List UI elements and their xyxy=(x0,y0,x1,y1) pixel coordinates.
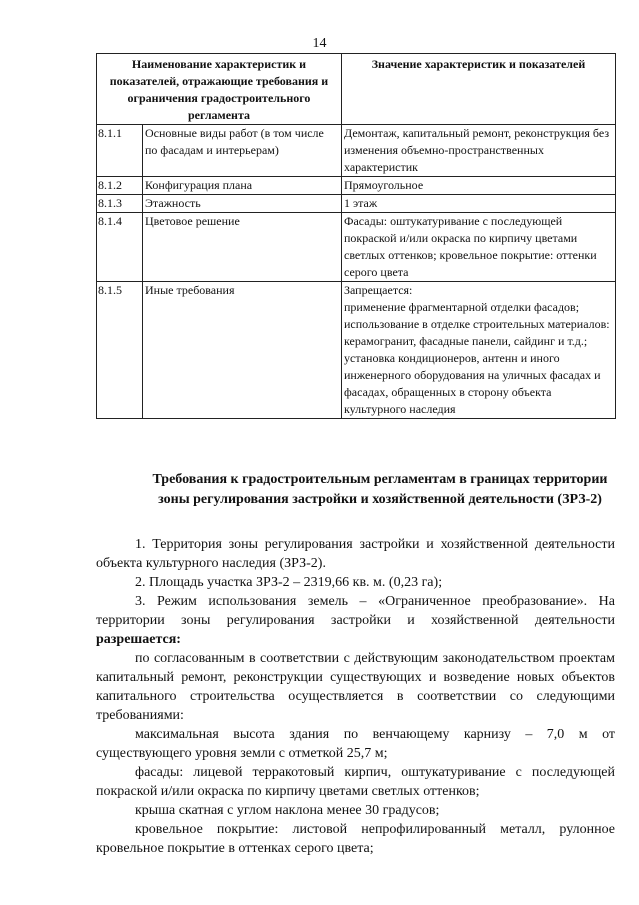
paragraph-3-text: 3. Режим использования земель – «Ограниченное преобразование». На территории зоны регулирования застройки и хозяйственной деятельности xyxy=(96,594,615,628)
page-number: 14 xyxy=(312,36,327,51)
paragraph-1: 1. Территория зоны регулирования застройки и хозяйственной деятельности объекта культурного наследия (ЗРЗ-2). xyxy=(96,537,615,571)
row-value-line: 1 этаж xyxy=(344,196,378,210)
row-value xyxy=(342,177,616,195)
row-value-line: Демонтаж, капитальный ремонт, реконструкция без изменения объемно-пространственных характеристик xyxy=(344,126,610,174)
paragraph-7: крыша скатная с углом наклона менее 30 градусов; xyxy=(135,803,440,818)
row-value-line: Запрещается: xyxy=(344,283,413,297)
table-row xyxy=(97,125,616,177)
paragraph-4: по согласованным в соответствии с действующим законодательством проектам капитальный ремонт, реконструкции существующих и возведение новых объектов капитального строительства осуществляется в соответствии со следующими требованиями: xyxy=(96,651,615,723)
row-value xyxy=(342,213,616,282)
row-value-line: применение фрагментарной отделки фасадов; xyxy=(344,300,580,314)
row-characteristic: Иные требования xyxy=(143,282,342,419)
row-number: 8.1.1 xyxy=(97,125,143,177)
paragraph-6: фасады: лицевой терракотовый кирпич, оштукатуривание с последующей покраской и/или окраска по кирпичу цветами светлых оттенков; xyxy=(96,765,615,799)
table-row xyxy=(97,195,616,213)
row-value-line: Прямоугольное xyxy=(344,178,424,192)
header-value-column: Значение характеристик и показателей xyxy=(342,54,616,125)
section-heading: Требования к градостроительным регламентам в границах территории зоны регулирования застройки и хозяйственной деятельности (ЗРЗ-2) xyxy=(152,472,608,507)
row-value-line: Фасады: оштукатуривание с последующей покраской и/или окраска по кирпичу цветами светлых оттенков; кровельное покрытие: оттенки серого цвета xyxy=(344,214,597,279)
table-row xyxy=(97,177,616,195)
row-number: 8.1.2 xyxy=(97,177,143,195)
table-row xyxy=(97,282,616,419)
row-value xyxy=(342,195,616,213)
paragraph-5: максимальная высота здания по венчающему карнизу – 7,0 м от существующего уровня земли с отметкой 25,7 м; xyxy=(96,727,615,761)
row-number: 8.1.5 xyxy=(97,282,143,419)
paragraph-8: кровельное покрытие: листовой непрофилированный металл, рулонное кровельное покрытие в оттенках серого цвета; xyxy=(96,822,615,856)
paragraph-3 xyxy=(96,592,615,649)
regulation-table xyxy=(96,53,616,419)
row-characteristic: Этажность xyxy=(143,195,342,213)
row-value xyxy=(342,282,616,419)
row-value-line: использование в отделке строительных материалов: керамогранит, фасадные панели, сайдинг и т.д.; xyxy=(344,317,610,348)
paragraph-3-bold: разрешается: xyxy=(96,632,181,647)
header-name-column: Наименование характеристик и показателей, отражающие требования и ограничения градостроительного регламента xyxy=(97,54,342,125)
row-characteristic: Основные виды работ (в том числе по фасадам и интерьерам) xyxy=(143,125,342,177)
table-row xyxy=(97,213,616,282)
row-number: 8.1.4 xyxy=(97,213,143,282)
row-value-line: установка кондиционеров, антенн и иного инженерного оборудования на уличных фасадах и фасадах, обращенных в сторону объекта культурного наследия xyxy=(344,351,601,416)
row-number: 8.1.3 xyxy=(97,195,143,213)
body-text xyxy=(96,535,615,858)
table-header-row xyxy=(97,54,616,125)
row-value xyxy=(342,125,616,177)
table-body xyxy=(97,125,616,419)
row-characteristic: Цветовое решение xyxy=(143,213,342,282)
paragraph-2: 2. Площадь участка ЗРЗ-2 – 2319,66 кв. м. (0,23 га); xyxy=(135,575,443,590)
row-characteristic: Конфигурация плана xyxy=(143,177,342,195)
